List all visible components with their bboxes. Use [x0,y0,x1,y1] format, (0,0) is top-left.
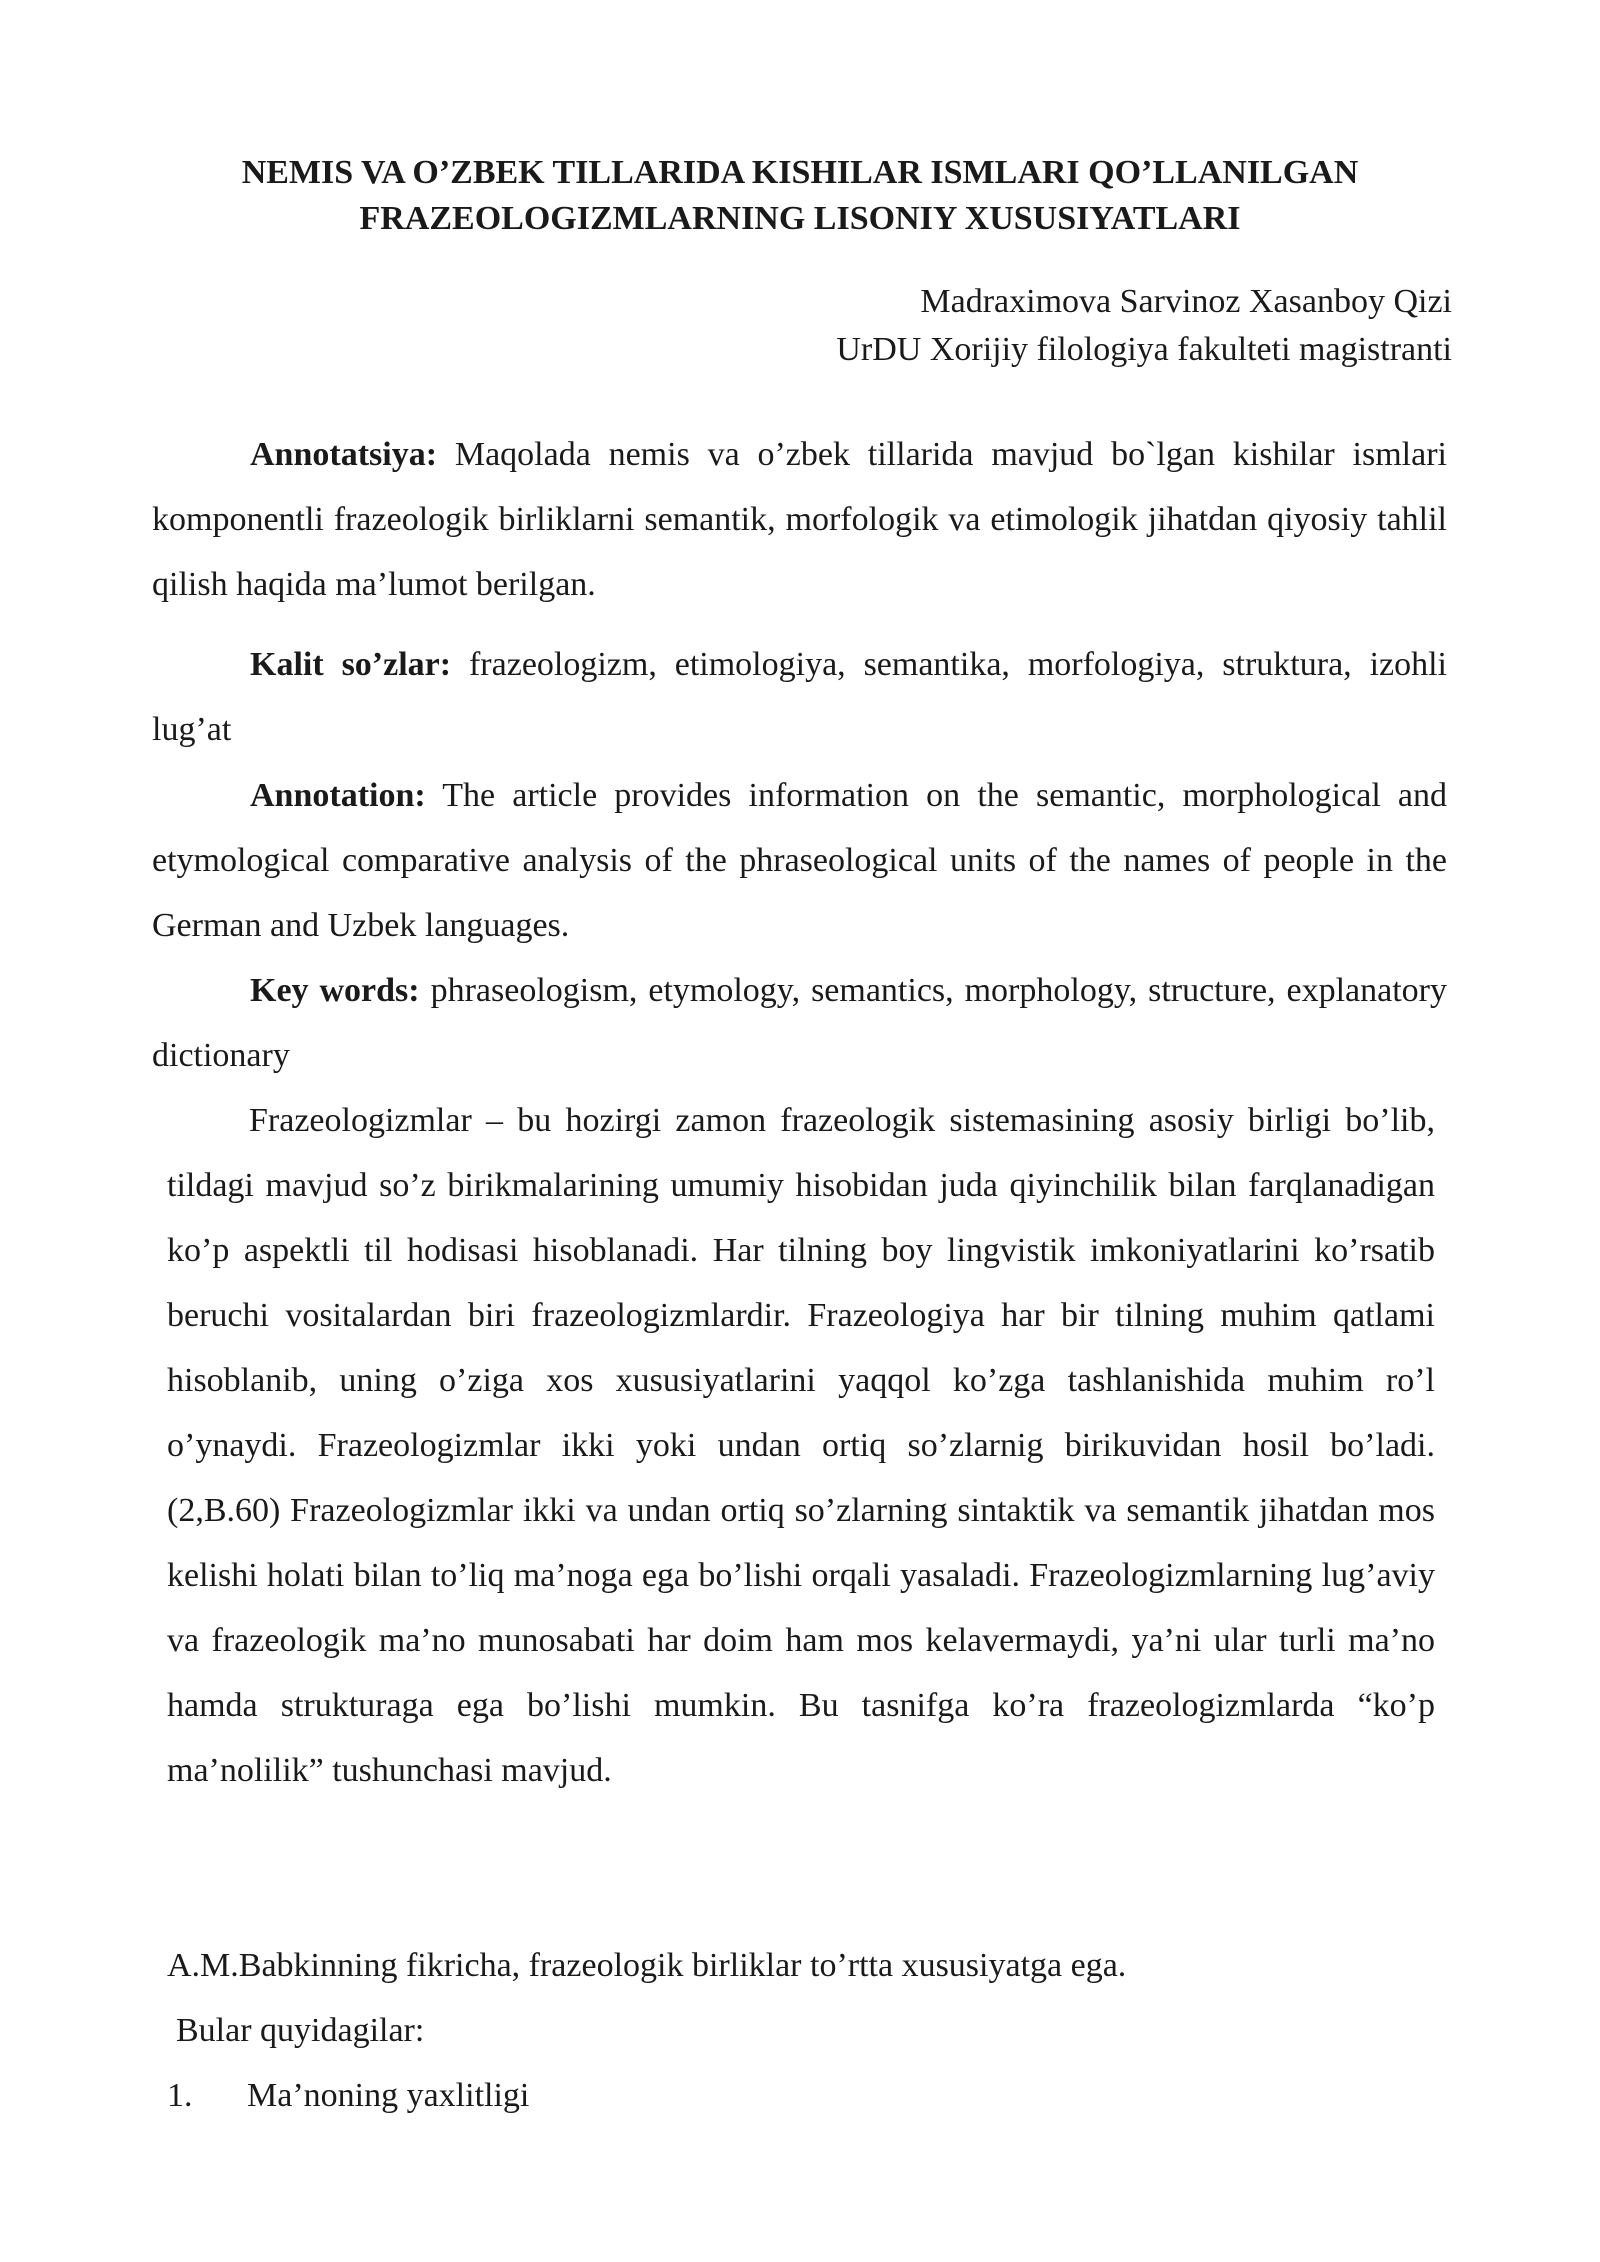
title-line-2: FRAZEOLOGIZMLARNING LISONIY XUSUSIYATLARI [359,200,1241,237]
author-name: Madraximova Sarvinoz Xasanboy Qizi [920,283,1452,320]
list-item [167,2063,529,2128]
annotation-label: Annotation: [250,777,426,814]
kalit-label: Kalit so’zlar: [250,646,452,683]
bular-line: Bular quyidagilar: [176,2012,425,2049]
kalit-text: frazeologizm, etimologiya, semantika, morfologiya, struktura, izohli lug’at [152,646,1447,748]
list-item-number: 1. [167,2077,193,2114]
title-line-1: NEMIS VA O’ZBEK TILLARIDA KISHILAR ISMLARI QO’LLANILGAN [241,154,1359,191]
keywords-paragraph [152,958,1447,1088]
annotatsiya-paragraph [152,422,1447,617]
list-item-text: Ma’noning yaxlitligi [247,2077,530,2114]
annotation-text: The article provides information on the semantic, morphological and etymological comparative analysis of the phraseological units of the names of people in the German and Uzbek languages. [152,777,1447,944]
keywords-text: phraseologism, etymology, semantics, morphology, structure, explanatory dictionary [152,972,1447,1074]
author-block [836,278,1452,374]
kalit-paragraph [152,632,1447,762]
annotatsiya-text: Maqolada nemis va o’zbek tillarida mavjud bo`lgan kishilar ismlari komponentli frazeologik birliklarni semantik, morfologik va etimologik jihatdan qiyosiy tahlil qilish haqida ma’lumot berilgan. [152,436,1447,603]
keywords-label: Key words: [250,972,420,1009]
paper-title [150,150,1450,242]
annotatsiya-label: Annotatsiya: [250,436,438,473]
body-paragraph-1: Frazeologizmlar – bu hozirgi zamon frazeologik sistemasining asosiy birligi bo’lib, tildagi mavjud so’z birikmalarining umumiy hisobidan juda qiyinchilik bilan farqlanadigan ko’p aspektli til hodisasi hisoblanadi. Har tilning boy lingvistik imkoniyatlarini ko’rsatib beruchi vositalardan biri frazeologizmlardir. Frazeologiya har bir tilning muhim qatlami hisoblanib, uning o’ziga xos xususiyatlarini yaqqol ko’zga tashlanishida muhim ro’l o’ynaydi. Frazeologizmlar ikki yoki undan ortiq so’zlarnig birikuvidan hosil bo’ladi. (2,B.60) Frazeologizmlar ikki va undan ortiq so’zlarning sintaktik va semantik jihatdan mos kelishi holati bilan to’liq ma’noga ega bo’lishi orqali yasaladi. Frazeologizmlarning lug’aviy va frazeologik ma’no munosabati har doim ham mos kelavermaydi, ya’ni ular turli ma’no hamda strukturaga ega bo’lishi mumkin. Bu tasnifga ko’ra frazeologizmlarda “ko’p ma’nolilik” tushunchasi mavjud. [167,1102,1435,1789]
babkin-sentence: A.M.Babkinning fikricha, frazeologik birliklar to’rtta xususiyatga ega. [167,1947,1127,1984]
author-affiliation: UrDU Xorijiy filologiya fakulteti magistranti [836,331,1452,368]
annotation-paragraph [152,763,1447,958]
